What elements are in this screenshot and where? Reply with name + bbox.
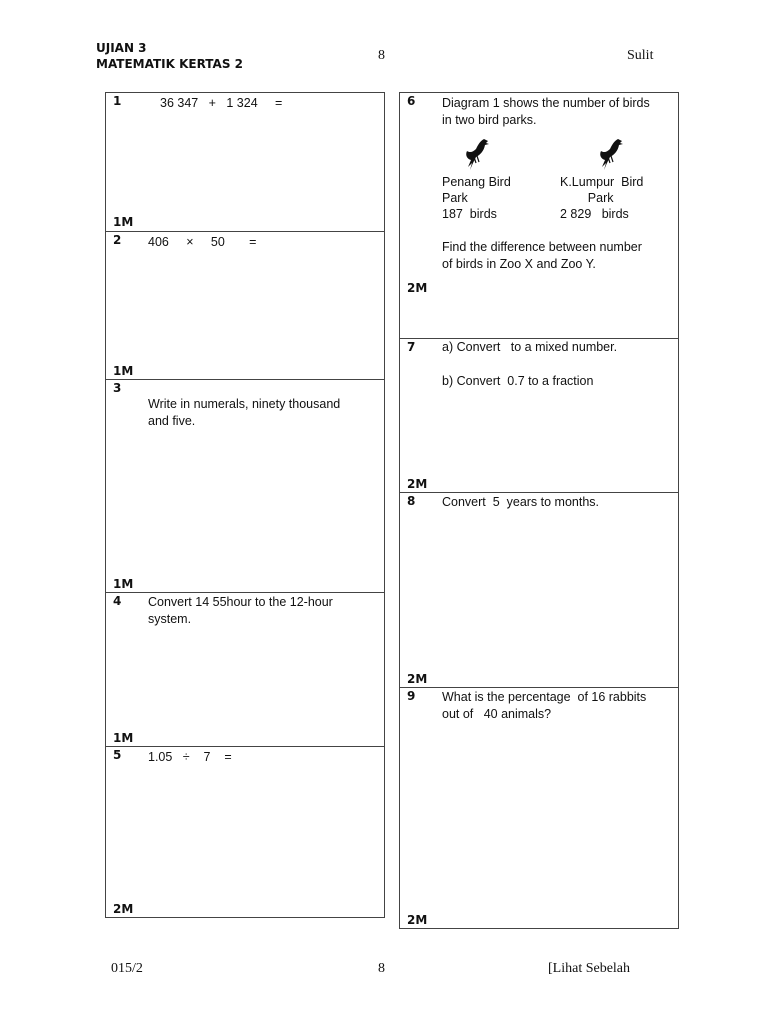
question-text: 406 × 50 = (148, 235, 257, 249)
question-5 (106, 746, 384, 918)
marks-label: 2M (407, 281, 428, 295)
question-8 (400, 492, 678, 688)
question-number: 6 (407, 94, 416, 108)
footer-code: 015/2 (111, 961, 143, 976)
marks-label: 2M (407, 477, 428, 491)
park-1-label: Penang Bird Park 187 birds (442, 175, 511, 221)
question-text: Write in numerals, ninety thousand and five. (148, 397, 341, 428)
marks-label: 1M (113, 364, 134, 378)
question-3 (106, 379, 384, 593)
marks-label: 2M (407, 913, 428, 927)
question-number: 9 (407, 689, 416, 703)
question-number: 7 (407, 340, 416, 354)
footer-next-page: [Lihat Sebelah (548, 961, 631, 976)
marks-label: 1M (113, 731, 134, 745)
question-4 (106, 592, 384, 747)
question-text-find: Find the difference between number of birds in Zoo X and Zoo Y. (442, 240, 642, 271)
header-page-number: 8 (378, 48, 385, 63)
marks-label: 2M (407, 672, 428, 686)
exam-header (96, 40, 243, 72)
park-2-label: K.Lumpur Bird Park 2 829 birds (560, 175, 644, 221)
question-number: 3 (113, 381, 122, 395)
question-1 (106, 93, 384, 231)
marks-label: 1M (113, 577, 134, 591)
marks-label: 1M (113, 215, 134, 229)
question-text: 36 347 + 1 324 = (160, 96, 283, 110)
question-6 (400, 93, 678, 338)
question-number: 4 (113, 594, 122, 608)
exam-subject: MATEMATIK KERTAS 2 (96, 57, 244, 71)
header-confidential: Sulit (627, 48, 654, 63)
exam-title: UJIAN 3 (96, 41, 147, 55)
question-9 (400, 687, 678, 929)
question-2 (106, 231, 384, 380)
marks-label: 2M (113, 902, 134, 916)
footer-page-number: 8 (378, 961, 385, 976)
question-number: 2 (113, 233, 122, 247)
question-number: 5 (113, 748, 122, 762)
question-number: 1 (113, 94, 122, 108)
question-text: Diagram 1 shows the number of birds in two bird parks. (442, 96, 650, 127)
question-text: Convert 14 55hour to the 12-hour system. (148, 595, 333, 626)
bird-silhouette-icon (462, 137, 492, 171)
question-number: 8 (407, 494, 416, 508)
question-text: Convert 5 years to months. (442, 495, 600, 509)
question-text-a: a) Convert to a mixed number. (442, 340, 618, 354)
question-text-b: b) Convert 0.7 to a fraction (442, 374, 594, 388)
question-text: 1.05 ÷ 7 = (148, 750, 232, 764)
bird-silhouette-icon (596, 137, 626, 171)
question-7 (400, 338, 678, 493)
right-question-column (399, 92, 679, 929)
question-text: What is the percentage of 16 rabbits out of 40 animals? (442, 690, 647, 721)
left-question-column (105, 92, 385, 918)
